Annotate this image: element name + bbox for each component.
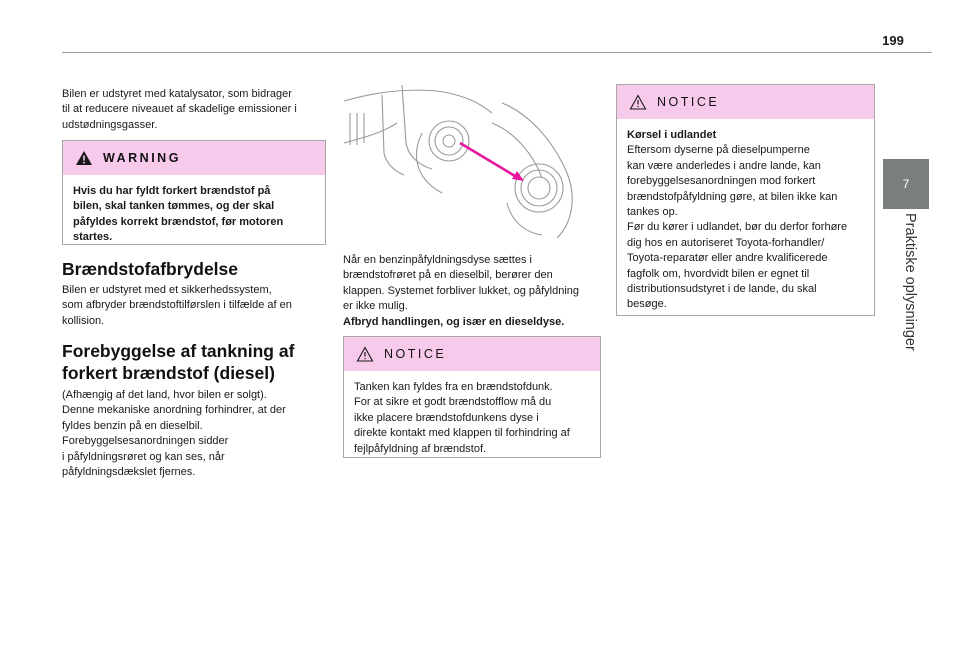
notice-line: direkte kontakt med klappen til forhindring af [354,427,570,440]
notice-triangle-icon [629,94,647,110]
notice-line: distributionsudstyret i de lande, du skal [627,283,817,296]
chapter-tab[interactable]: 7 [883,159,929,209]
warning-title: WARNING [103,151,181,165]
notice-header [617,85,874,119]
notice-box-abroad [616,84,875,316]
header-divider [62,52,932,53]
notice-title: NOTICE [657,95,720,109]
section-heading: forkert brændstof (diesel) [62,363,275,383]
chapter-title-wrap [886,213,926,403]
notice-line: tankes op. [627,206,678,219]
warning-body [63,175,325,254]
section-line: påfyldningsdækslet fjernes. [62,466,196,479]
section-line: som afbryder brændstoftilførslen i tilfælde af en [62,299,292,312]
warning-header [63,141,325,175]
warning-box [62,140,326,245]
section-fuel-cutoff [62,258,332,329]
notice-line: dig hos en autoriseret Toyota-forhandler/ [627,236,825,249]
column-2-text [343,253,605,330]
section-line: fyldes benzin på en dieselbil. [62,419,203,432]
notice-line: brændstofpåfyldning gøre, at bilen ikke kan [627,190,838,203]
section-line: (Afhængig af det land, hvor bilen er solgt). [62,389,267,401]
body-line: brændstofrøret på en dieselbil, berører den [343,269,553,282]
filler-outline [344,90,492,113]
section-line: i påfyldningsrøret og kan ses, når [62,450,225,463]
pointer-arrow [460,143,520,179]
notice-line: Toyota-reparatør eller andre kvalificerede [627,252,828,265]
notice-line: Før du kører i udlandet, bør du derfor forhøre [627,221,848,234]
chapter-title: Praktiske oplysninger [902,213,918,351]
notice-body [617,119,874,321]
body-line: klappen. Systemet forbliver lukket, og påfyldning [343,284,580,297]
notice-line: fejlpåfyldning af brændstof. [354,442,487,455]
warning-line: startes. [73,231,113,244]
notice-box-fuel-can [343,336,601,458]
section-line: Denne mekaniske anordning forhindrer, at der [62,404,286,417]
notice-line: Eftersom dyserne på dieselpumperne [627,144,810,157]
notice-line: For at sikre et godt brændstofflow må du [354,396,552,409]
body-bold-line: Afbryd handlingen, og især en dieseldyse. [343,315,565,328]
intro-line: til at reducere niveauet af skadelige emissioner i [62,103,297,116]
notice-line: forebyggelsesanordningen mod forkert [627,175,816,188]
section-heading: Forebyggelse af tankning af [62,341,295,361]
notice-heading: Kørsel i udlandet [627,129,717,141]
notice-line: besøge. [627,298,667,311]
section-line: Bilen er udstyret med et sikkerhedssystem, [62,284,272,296]
warning-line: Hvis du har fyldt forkert brændstof på [73,185,271,197]
notice-triangle-icon [356,346,374,362]
column-1 [62,87,327,133]
intro-line: udstødningsgasser. [62,118,158,131]
section-line: Forebyggelsesanordningen sidder [62,435,229,448]
page-number: 199 [882,33,904,48]
section-heading: Brændstofafbrydelse [62,259,239,279]
fuel-filler-illustration [342,83,597,243]
warning-triangle-icon [75,150,93,166]
notice-line: kan være anderledes i andre lande, kan [627,159,821,172]
warning-line: påfyldes korrekt brændstof, før motoren [73,215,284,228]
section-misfuel-prevention [62,340,337,480]
notice-line: Tanken kan fyldes fra en brændstofdunk. [354,381,553,393]
body-line: Når en benzinpåfyldningsdyse sættes i [343,254,532,266]
section-line: kollision. [62,314,105,327]
notice-line: ikke placere brændstofdunkens dyse i [354,411,539,424]
notice-line: fagfolk om, hvordvidt bilen er egnet til [627,267,810,280]
notice-header [344,337,600,371]
notice-title: NOTICE [384,347,447,361]
body-line: er ikke mulig. [343,300,408,313]
notice-body [344,371,600,465]
warning-line: bilen, skal tanken tømmes, og der skal [73,200,275,213]
intro-line: Bilen er udstyret med katalysator, som bidrager [62,88,292,100]
